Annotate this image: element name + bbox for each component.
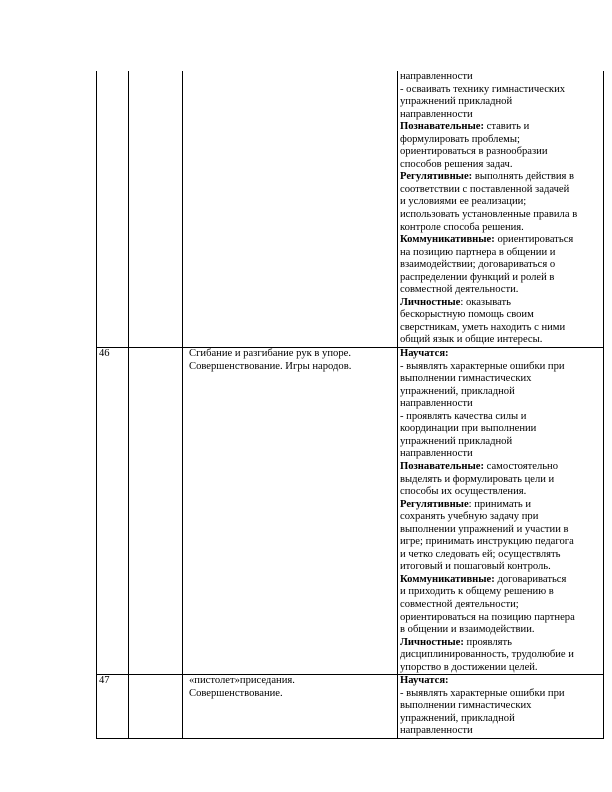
outcomes-cell <box>398 71 604 348</box>
outcome-line <box>400 159 601 172</box>
outcome-line <box>400 511 601 524</box>
outcome-label: Познавательные: <box>400 121 484 133</box>
empty-cell <box>129 348 183 675</box>
outcome-line <box>400 373 601 386</box>
topic-cell <box>183 348 398 675</box>
outcome-line <box>400 561 601 574</box>
outcome-label: Познавательные: <box>400 460 484 472</box>
topic-line: «пистолет»приседания. <box>189 675 295 687</box>
outcome-text: игре; принимать инструкцию педагога <box>400 536 574 548</box>
outcome-text: направленности <box>400 71 473 82</box>
lesson-plan-body <box>97 71 604 738</box>
outcome-text: на позицию партнера в общении и <box>400 246 556 258</box>
outcome-text: и условиями ее реализации; <box>400 196 527 208</box>
outcome-label: Личностные: <box>400 636 464 648</box>
outcome-text: дисциплинированность, трудолюбие и <box>400 649 574 661</box>
outcome-text: упражнений, прикладной <box>400 712 515 724</box>
outcome-line <box>400 524 601 537</box>
outcome-text: выполнять действия в <box>472 171 575 183</box>
outcome-text: выполнении упражнений и участии в <box>400 523 569 535</box>
outcomes-cell <box>398 675 604 739</box>
outcome-text: выполнении гимнастических <box>400 373 532 385</box>
outcome-line <box>400 121 601 134</box>
outcome-line <box>400 234 601 247</box>
outcome-line <box>400 196 601 209</box>
outcome-line <box>400 209 601 222</box>
outcome-line <box>400 725 601 738</box>
outcome-line <box>400 361 601 374</box>
outcome-text: бескорыстную помощь своим <box>400 309 534 321</box>
outcome-text: способы их осуществления. <box>400 486 527 498</box>
lesson-number-cell <box>97 348 129 675</box>
outcome-line <box>400 334 601 347</box>
outcome-text: сохранять учебную задачу при <box>400 511 539 523</box>
outcome-line <box>400 423 601 436</box>
outcome-text: в общении и взаимодействии. <box>400 624 535 636</box>
outcome-line <box>400 713 601 726</box>
outcome-line <box>400 586 601 599</box>
outcome-line <box>400 549 601 562</box>
outcome-text: направленности <box>400 725 473 737</box>
outcome-text: : принимать и <box>468 498 532 510</box>
outcome-text: упражнений прикладной <box>400 96 513 108</box>
outcome-text: взаимодействии; договариваться о <box>400 259 556 271</box>
outcome-line <box>400 486 601 499</box>
outcome-line <box>400 96 601 109</box>
outcome-text: контроле способа решения. <box>400 221 524 233</box>
table-row <box>97 348 604 675</box>
lesson-number-cell <box>97 675 129 739</box>
outcome-line <box>400 171 601 184</box>
outcome-text: соответствии с поставленной задачей <box>400 183 570 195</box>
outcome-line <box>400 536 601 549</box>
outcome-label: Научатся: <box>400 348 449 360</box>
topic-cell <box>183 71 398 348</box>
topic-line: Совершенствование. <box>189 687 283 699</box>
lesson-plan-table <box>96 71 604 739</box>
outcome-text: - выявлять характерные ошибки при <box>400 687 565 699</box>
outcome-text: направленности <box>400 108 473 120</box>
outcome-text: направленности <box>400 398 473 410</box>
outcome-label: Коммуникативные: <box>400 234 495 246</box>
outcome-text: самостоятельно <box>484 460 559 472</box>
topic-line: Сгибание и разгибание рук в упоре. <box>189 348 351 360</box>
outcome-text: общий язык и общие интересы. <box>400 334 543 346</box>
outcome-line <box>400 386 601 399</box>
outcome-line <box>400 222 601 235</box>
outcome-text: сверстникам, уметь находить с ними <box>400 321 566 333</box>
outcome-text: ориентироваться на позицию партнера <box>400 611 575 623</box>
outcome-text: совместной деятельности. <box>400 284 519 296</box>
outcome-line <box>400 109 601 122</box>
outcome-line <box>400 259 601 272</box>
outcome-line <box>400 247 601 260</box>
outcome-text: совместной деятельности; <box>400 598 519 610</box>
outcome-text: координации при выполнении <box>400 423 537 435</box>
table-row <box>97 71 604 348</box>
outcome-text: распределении функций и ролей в <box>400 271 555 283</box>
outcome-line <box>400 599 601 612</box>
outcome-text: выполнении гимнастических <box>400 700 532 712</box>
outcome-line <box>400 624 601 637</box>
outcome-text: способов решения задач. <box>400 158 513 170</box>
outcome-line <box>400 675 601 688</box>
outcome-text: упражнений, прикладной <box>400 385 515 397</box>
outcome-line <box>400 637 601 650</box>
outcome-line <box>400 297 601 310</box>
outcome-text: ориентироваться <box>494 234 574 246</box>
outcome-line <box>400 499 601 512</box>
outcome-line <box>400 146 601 159</box>
outcome-line <box>400 662 601 675</box>
empty-cell <box>129 71 183 348</box>
outcome-label: Регулятивные <box>400 498 469 510</box>
outcome-line <box>400 348 601 361</box>
outcome-line <box>400 398 601 411</box>
empty-cell <box>129 675 183 739</box>
outcome-line <box>400 461 601 474</box>
outcome-line <box>400 71 601 84</box>
outcome-label: Коммуникативные: <box>400 573 495 585</box>
outcome-text: направленности <box>400 448 473 460</box>
topic-cell <box>183 675 398 739</box>
outcome-label: Регулятивные: <box>400 171 473 183</box>
outcome-text: договариваться <box>494 573 567 585</box>
lesson-number-cell <box>97 71 129 348</box>
outcome-line <box>400 411 601 424</box>
outcome-line <box>400 574 601 587</box>
outcome-line <box>400 688 601 701</box>
outcome-line <box>400 649 601 662</box>
outcome-label: Научатся: <box>400 675 449 687</box>
outcome-line <box>400 448 601 461</box>
outcome-text: - осваивать технику гимнастических <box>400 83 566 95</box>
outcome-line <box>400 612 601 625</box>
outcome-text: выделять и формулировать цели и <box>400 473 555 485</box>
outcome-text: ориентироваться в разнообразии <box>400 146 548 158</box>
outcome-text: - выявлять характерные ошибки при <box>400 360 565 372</box>
outcome-text: ставить и <box>484 121 530 133</box>
outcome-text: - проявлять качества силы и <box>400 410 527 422</box>
outcome-text: формулировать проблемы; <box>400 133 520 145</box>
lesson-number: 47 <box>99 675 110 687</box>
outcome-text: и четко следовать ей; осуществлять <box>400 548 561 560</box>
outcome-label: Личностные <box>400 296 461 308</box>
outcome-text: проявлять <box>463 636 512 648</box>
outcome-line <box>400 284 601 297</box>
outcome-line <box>400 309 601 322</box>
outcome-line <box>400 184 601 197</box>
outcome-line <box>400 272 601 285</box>
table-row <box>97 675 604 739</box>
outcome-text: и приходить к общему решению в <box>400 586 554 598</box>
outcome-line <box>400 436 601 449</box>
outcome-text: использовать установленные правила в <box>400 209 578 221</box>
outcome-line <box>400 474 601 487</box>
outcome-text: : оказывать <box>460 296 511 308</box>
outcome-line <box>400 700 601 713</box>
outcome-line <box>400 134 601 147</box>
outcome-line <box>400 84 601 97</box>
outcome-text: упорство в достижении целей. <box>400 661 538 673</box>
outcome-text: упражнений прикладной <box>400 435 513 447</box>
outcomes-cell <box>398 348 604 675</box>
outcome-line <box>400 322 601 335</box>
outcome-text: итоговый и пошаговый контроль. <box>400 561 551 573</box>
lesson-number: 46 <box>99 348 110 360</box>
topic-line: Совершенствование. Игры народов. <box>189 360 352 372</box>
